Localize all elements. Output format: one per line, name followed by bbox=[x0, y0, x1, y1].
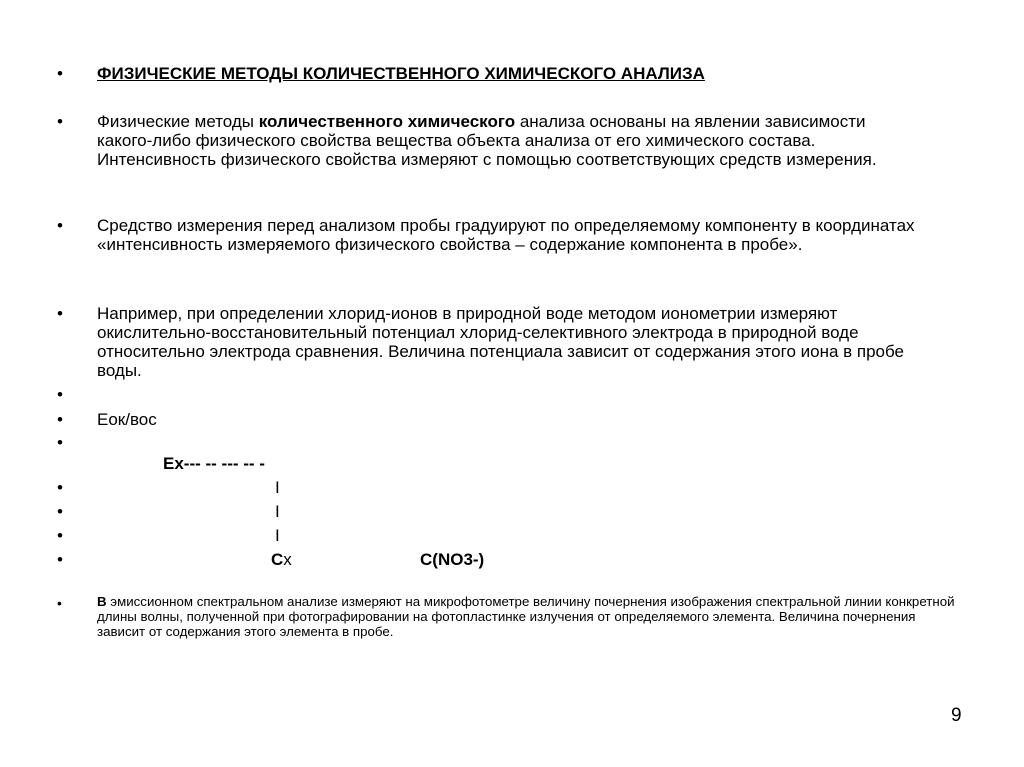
p1-lead: Физические методы bbox=[97, 112, 259, 131]
bullet: • bbox=[57, 595, 62, 611]
paragraph-emission-spectral bbox=[97, 594, 957, 639]
paragraph-calibration: Средство измерения перед анализом пробы градуируют по определяемому компоненту в координатах «интенсивность измеряемого физического свойства – содержание компонента в пробе». bbox=[97, 216, 915, 254]
vertical-bar: I bbox=[275, 478, 280, 497]
vertical-bar: I bbox=[275, 526, 280, 545]
bullet: • bbox=[57, 433, 63, 452]
bullet: • bbox=[57, 526, 63, 545]
bullet: • bbox=[57, 304, 63, 323]
bullet: • bbox=[57, 216, 63, 235]
paragraph-ionometry: Например, при определении хлорид-ионов в природной воде методом ионометрии измеряют окислительно-восстановительный потенциал хлорид-селективного электрода в природной воде относительно электрода сравнения. Величина потенциала зависит от содержания этого иона в пробе воды. bbox=[97, 304, 905, 380]
ex-dashed-line: Ex--- -- --- -- - bbox=[163, 454, 265, 473]
bullet: • bbox=[57, 64, 63, 83]
bullet: • bbox=[57, 385, 63, 404]
bullet: • bbox=[57, 112, 63, 131]
axis-label-cno3: C(NO3-) bbox=[420, 550, 485, 569]
paragraph-physical-methods bbox=[97, 112, 897, 169]
axis-label-cx bbox=[271, 550, 331, 569]
p4-bold: В bbox=[97, 594, 107, 609]
p1-bold: количественного химического bbox=[258, 112, 516, 131]
vertical-bar: I bbox=[275, 502, 280, 521]
bullet: • bbox=[57, 550, 63, 569]
p1-rest: анализа основаны на явлении зависимости какого-либо физического свойства вещества объекта анализа от его химического состава. Интенсивность физического свойства измеряют с помощью соответствующих средств измерения. bbox=[97, 112, 877, 169]
p4-rest: эмиссионном спектральном анализе измеряют на микрофотометре величину почернения изображения спектральной линии конкретной длины волны, полученной при фотографировании на фотопластинке излучения от определяемого элемента. Величина почернения зависит от содержания этого элемента в пробе. bbox=[97, 594, 955, 639]
cx-c: C bbox=[271, 550, 284, 569]
slide-title: ФИЗИЧЕСКИЕ МЕТОДЫ КОЛИЧЕСТВЕННОГО ХИМИЧЕСКОГО АНАЛИЗА bbox=[97, 64, 705, 83]
page-number: 9 bbox=[951, 705, 962, 726]
bullet: • bbox=[57, 410, 63, 429]
bullet: • bbox=[57, 502, 63, 521]
axis-label-potential: Еок/вос bbox=[97, 410, 157, 429]
cx-x: x bbox=[283, 550, 292, 569]
bullet: • bbox=[57, 478, 63, 497]
